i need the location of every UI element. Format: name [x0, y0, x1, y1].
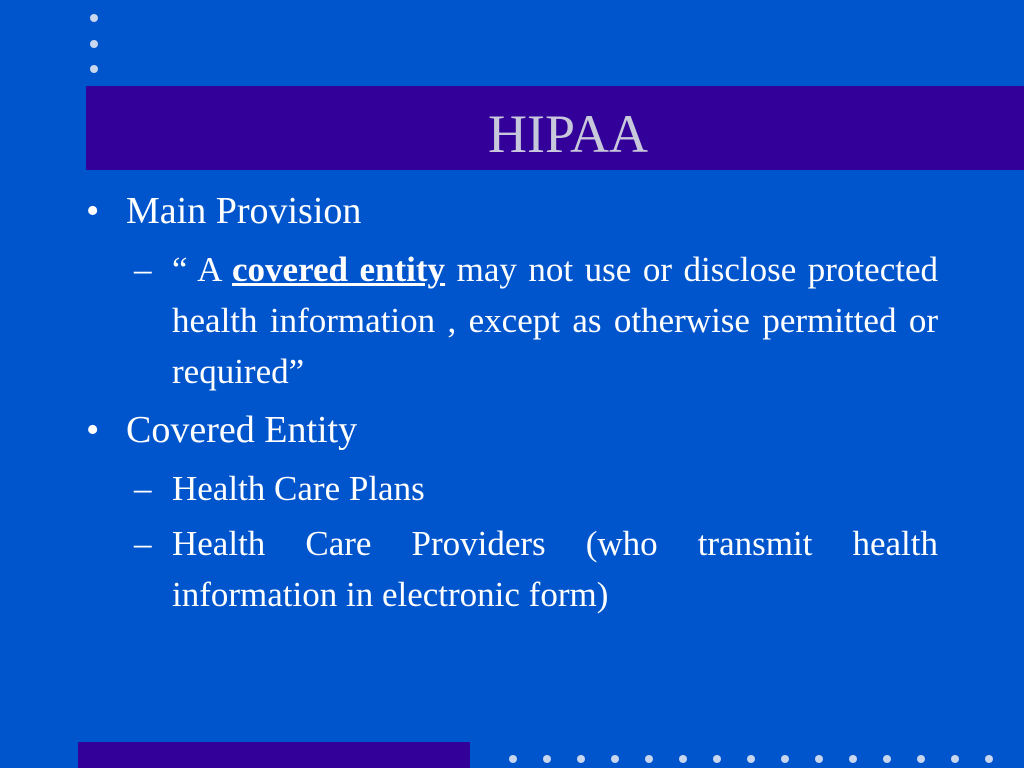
decor-dot [509, 755, 517, 763]
bullet-marker: • [86, 409, 100, 451]
decor-dot [713, 755, 721, 763]
dash-marker: – [134, 524, 152, 563]
slide-title: HIPAA [487, 104, 649, 164]
decor-dot [781, 755, 789, 763]
slide-body [86, 188, 938, 624]
decor-dot [849, 755, 857, 763]
decor-dot [645, 755, 653, 763]
bullet-item-covered-entity [86, 407, 938, 453]
decor-dot [90, 14, 98, 22]
sub-item-text: Health Care Providers (who transmit health information in electronic form) [172, 524, 938, 614]
decor-dot [951, 755, 959, 763]
bullet-marker: • [86, 190, 100, 232]
sub-item-provision-quote [86, 244, 938, 397]
decor-dot [611, 755, 619, 763]
decor-dot [90, 40, 98, 48]
decor-dot [917, 755, 925, 763]
decor-dot [883, 755, 891, 763]
quote-pre: “ A [172, 250, 233, 289]
decor-dot [985, 755, 993, 763]
sub-item-text: Health Care Plans [172, 469, 425, 508]
decor-dot [543, 755, 551, 763]
bullet-item-main-provision [86, 188, 938, 234]
sub-item-health-care-providers [86, 518, 938, 620]
sub-item-health-care-plans [86, 463, 938, 514]
title-bar [86, 86, 1024, 170]
decor-dot [679, 755, 687, 763]
bullet-text: Covered Entity [126, 409, 358, 451]
decor-dot [90, 65, 98, 73]
dash-marker: – [134, 469, 152, 508]
keyword-covered-entity: covered entity [232, 250, 446, 289]
decor-dot [815, 755, 823, 763]
bottom-accent-bar [78, 742, 470, 768]
decor-dot [577, 755, 585, 763]
bullet-text: Main Provision [126, 190, 362, 232]
decor-dot [747, 755, 755, 763]
quote-post: may not use or disclose protected health information , except as otherwise permitted or required” [172, 250, 938, 391]
dash-marker: – [134, 250, 152, 289]
